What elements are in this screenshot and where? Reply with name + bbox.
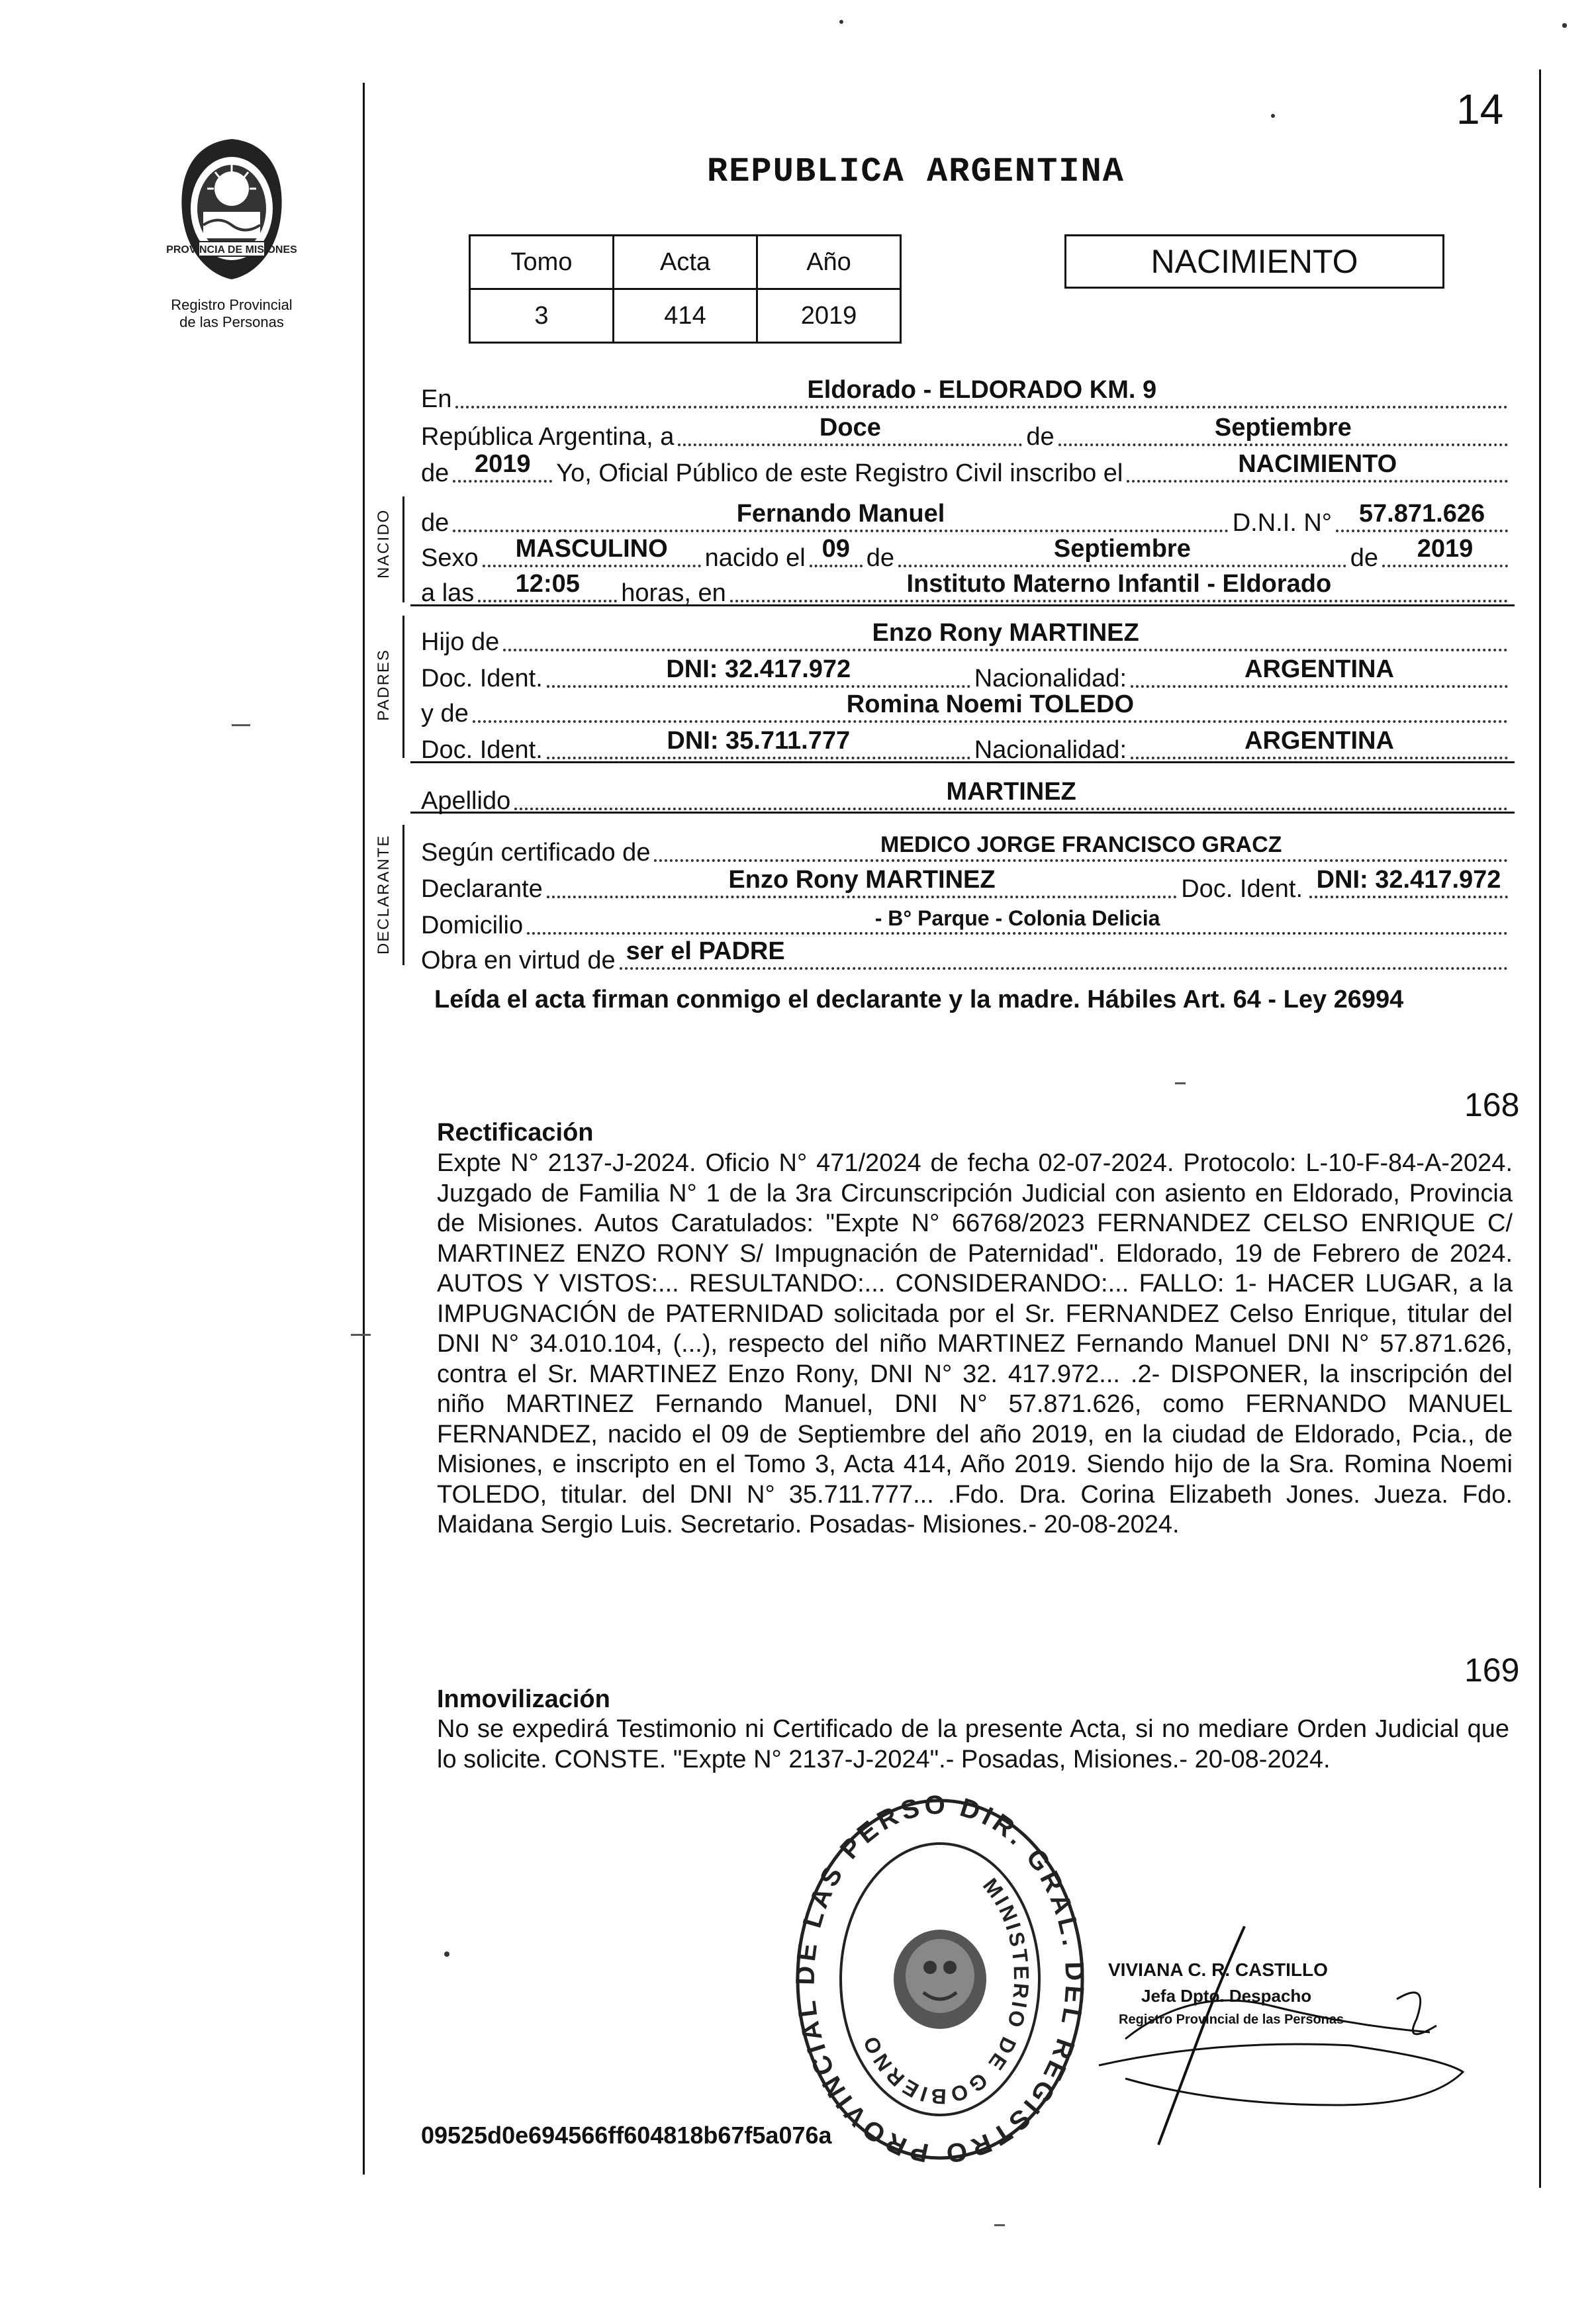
label-hijo-de: Hijo de [421, 628, 500, 656]
value-place: Eldorado - ELDORADO KM. 9 [807, 376, 1157, 404]
bracket-declarante [402, 825, 404, 965]
label-dni: D.N.I. N° [1232, 509, 1332, 537]
value-day: Doce [819, 414, 881, 442]
inmovilizacion-text: No se expedirá Testimonio ni Certificado de la presente Acta, si no mediare Orden Judicial que lo solicite. CONSTE. "Expte N° 2137-J-2024".- Posadas, Misiones.- 20-08-2024. [437, 1715, 1509, 1773]
field-hora [421, 568, 1512, 608]
rectificacion-text: Expte N° 2137-J-2024. Oficio N° 471/2024 de fecha 02-07-2024. Protocolo: L-10-F-84-A-2024. Juzgado de Familia N° 1 de la 3ra Circunscripción Judicial con asiento en Eldorado, Provincia de Misiones. Autos Caratulados: "Expte N° 66768/2023 FERNANDEZ CELSO ENRIQUE C/ MARTINEZ ENZO RONY S/ Impugnación de Paternidad". Eldorado, 19 de Febrero de 2024. AUTOS Y VISTOS:... RESULTANDO:... CONSIDERANDO:... FALLO: 1- HACER LUGAR, a la IMPUGNACIÓN de PATERNIDAD solicitada por el Sr. FERNANDEZ Celso Enrique, titular del DNI N° 34.010.104, (...), respecto del niño MARTINEZ Fernando Manuel DNI N° 57.871.626, contra el Sr. MARTINEZ Enzo Rony, DNI N° 32. 417.972... .2- DISPONER, la inscripción del niño MARTINEZ Fernando Manuel, DNI N° 57.871.626, como FERNANDO MANUEL FERNANDEZ, nacido el 09 de Septiembre del año 2019, en la ciudad de Eldorado, Pcia., de Misiones, e inscripto en el Tomo 3, Acta 414, Año 2019. Siendo hijo de la Sra. Romina Noemi TOLEDO, titular. del DNI N° 35.711.777... .Fdo. Dra. Corina Elizabeth Jones. Jueza. Fdo. Maidana Sergio Luis. Secretario. Posadas- Misiones.- 20-08-2024. [437, 1149, 1513, 1538]
label-father-nationality: Nacionalidad: [974, 665, 1127, 692]
value-mother-name: Romina Noemi TOLEDO [846, 690, 1135, 718]
value-address: - B° Parque - Colonia Delicia [874, 906, 1160, 930]
value-child-name: Fernando Manuel [736, 500, 945, 528]
field-certificado [421, 827, 1512, 867]
logo-caption [119, 297, 344, 331]
header-acta: Acta [614, 236, 757, 289]
provincial-logo [162, 132, 301, 285]
label-a-las: a las [421, 579, 475, 607]
record-table-values [470, 289, 901, 343]
label-de-year: de [421, 459, 449, 487]
record-table [469, 234, 902, 344]
field-madre-doc [421, 725, 1512, 765]
inmovilizacion-title: Inmovilización [437, 1685, 610, 1713]
label-y-de: y de [421, 700, 469, 728]
value-event: NACIMIENTO [1238, 450, 1397, 478]
label-de-birth-month: de [866, 544, 895, 572]
label-mother-nationality: Nacionalidad: [974, 736, 1127, 764]
side-label-nacido: NACIDO [375, 508, 393, 579]
value-role: ser el PADRE [626, 937, 785, 965]
side-label-padres: PADRES [375, 649, 393, 721]
field-padre-doc [421, 653, 1512, 693]
value-birth-place: Instituto Materno Infantil - Eldorado [906, 570, 1332, 598]
record-type-box: NACIMIENTO [1064, 234, 1444, 289]
value-declarant-dni: DNI: 32.417.972 [1316, 866, 1501, 894]
header-tomo: Tomo [470, 236, 614, 289]
rectificacion-title: Rectificación [437, 1119, 594, 1147]
seal-emblem-icon [162, 132, 301, 285]
label-domicilio: Domicilio [421, 912, 524, 939]
page-number: 14 [1456, 85, 1504, 133]
label-obra: Obra en virtud de [421, 947, 616, 974]
label-nacido-el: nacido el [704, 544, 806, 572]
official-stamp [788, 1794, 1092, 2165]
label-mother-doc: Doc. Ident. [421, 736, 543, 764]
label-certificado: Según certificado de [421, 839, 651, 867]
field-year [421, 448, 1512, 488]
record-table-header [470, 236, 901, 289]
field-sexo [421, 533, 1512, 573]
document-hash: 09525d0e694566ff604818b67f5a076a [421, 2122, 832, 2149]
value-sexo: MASCULINO [515, 535, 668, 563]
right-border [1539, 70, 1541, 2188]
value-mother-nationality: ARGENTINA [1244, 727, 1394, 755]
document-title: REPUBLICA ARGENTINA [707, 152, 1125, 191]
label-republica: República Argentina, a [421, 423, 675, 451]
signer-name: VIVIANA C. R. CASTILLO [1108, 1959, 1328, 1980]
value-month: Septiembre [1214, 414, 1352, 442]
bracket-nacido [402, 496, 404, 602]
signature-scribble-icon [1086, 1906, 1483, 2158]
value-birth-month: Septiembre [1053, 535, 1191, 563]
label-declarant-doc: Doc. Ident. [1181, 875, 1303, 903]
value-acta: 414 [614, 289, 757, 343]
signer-role: Jefa Dpto. Despacho [1141, 1986, 1312, 2006]
label-de-birth-year: de [1350, 544, 1378, 572]
field-en [421, 374, 1512, 414]
value-birth-year: 2019 [1417, 535, 1474, 563]
field-domicilio [421, 900, 1512, 940]
value-father-dni: DNI: 32.417.972 [666, 655, 851, 683]
label-horas-en: horas, en [621, 579, 726, 607]
scan-speck [994, 2224, 1005, 2226]
bracket-padres [402, 616, 404, 758]
logo-caption-line2: de las Personas [179, 314, 284, 330]
field-declarante [421, 864, 1512, 904]
value-year: 2019 [475, 450, 531, 478]
scan-speck [1175, 1082, 1186, 1084]
rectificacion-number: 168 [1464, 1086, 1520, 1123]
field-obra [421, 935, 1512, 975]
scan-speck [444, 1951, 449, 1957]
label-apellido: Apellido [421, 787, 511, 815]
stamp-inner-text: MINISTERIO DE GOBIERNO [857, 1873, 1034, 2109]
value-anio: 2019 [757, 289, 901, 343]
stamp-outer-text: DIR. GRAL. DEL REGISTRO PROVINCIAL DE LAS PERSO [790, 1794, 1090, 2165]
signature-area [1086, 1906, 1483, 2158]
signer-office: Registro Provincial de las Personas [1119, 2012, 1344, 2027]
label-en: En [421, 385, 452, 413]
field-padre [421, 617, 1512, 657]
logo-caption-line1: Registro Provincial [171, 297, 293, 313]
closing-text: Leída el acta firman conmigo el declarante y la madre. Hábiles Art. 64 - Ley 26994 [434, 986, 1404, 1013]
field-republica [421, 412, 1512, 451]
value-hour: 12:05 [515, 570, 580, 598]
left-border [363, 83, 365, 2175]
label-father-doc: Doc. Ident. [421, 665, 543, 692]
value-doctor: MEDICO JORGE FRANCISCO GRACZ [880, 832, 1282, 857]
stamp-seal-icon [788, 1794, 1092, 2165]
scan-speck [1562, 23, 1567, 28]
value-tomo: 3 [470, 289, 614, 343]
label-declarante: Declarante [421, 875, 543, 903]
value-father-name: Enzo Rony MARTINEZ [872, 619, 1139, 647]
value-mother-dni: DNI: 35.711.777 [667, 727, 851, 755]
scan-speck [839, 20, 843, 24]
value-birth-day: 09 [821, 535, 850, 563]
header-anio: Año [757, 236, 901, 289]
inmovilizacion-number: 169 [1464, 1652, 1520, 1689]
label-official: Yo, Oficial Público de este Registro Civil inscribo el [556, 459, 1123, 487]
label-de-month: de [1026, 423, 1055, 451]
scan-speck [232, 724, 250, 726]
field-nombre [421, 498, 1512, 538]
value-father-nationality: ARGENTINA [1244, 655, 1394, 683]
emblem-text: PROVINCIA DE MISIONES [166, 244, 297, 256]
scan-speck [1271, 114, 1275, 118]
value-surname: MARTINEZ [946, 778, 1076, 806]
label-sexo: Sexo [421, 544, 479, 572]
field-apellido [421, 776, 1512, 816]
scan-speck [351, 1334, 371, 1336]
value-declarant-name: Enzo Rony MARTINEZ [728, 866, 996, 894]
field-madre [421, 688, 1512, 728]
side-label-declarante: DECLARANTE [375, 834, 393, 955]
value-child-dni: 57.871.626 [1358, 500, 1485, 528]
label-de-name: de [421, 509, 449, 537]
